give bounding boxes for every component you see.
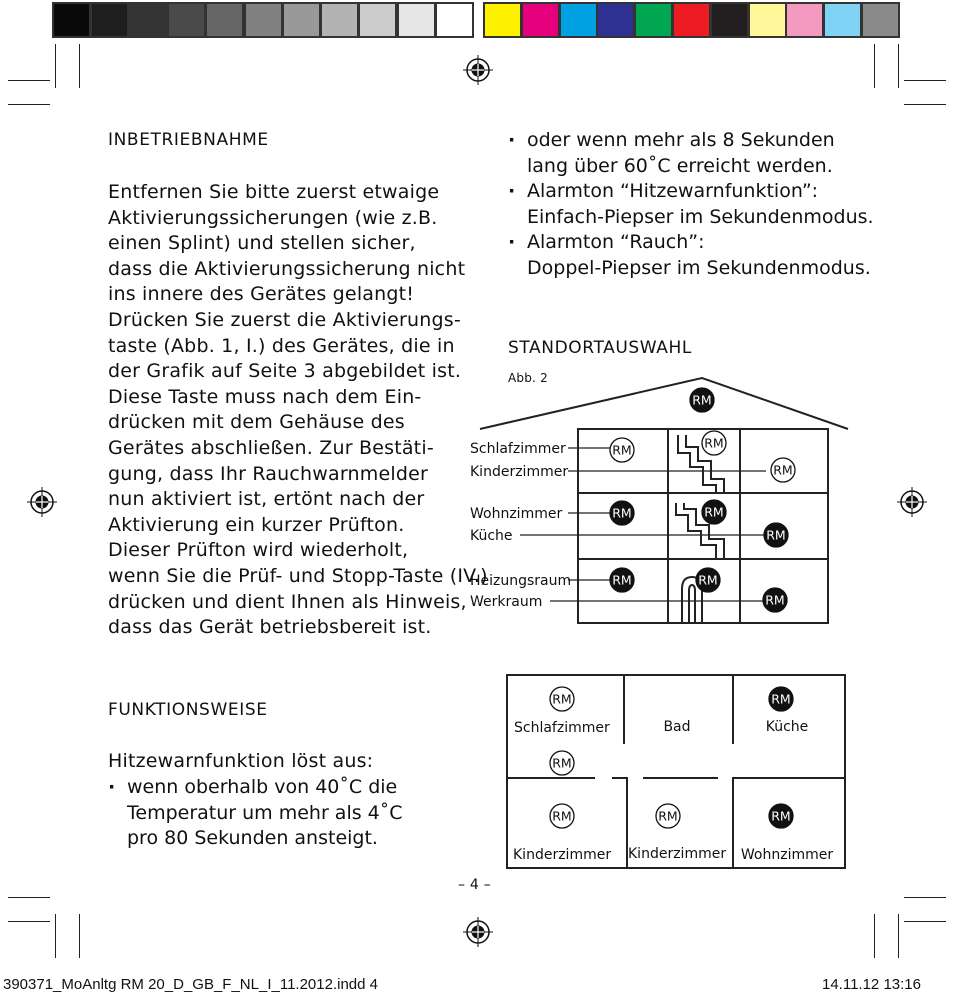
smoke-detector-marker	[550, 804, 574, 828]
color-swatch	[672, 2, 711, 38]
crop-mark	[8, 897, 50, 898]
registration-mark-bottom	[463, 917, 493, 947]
smoke-detector-marker	[610, 568, 634, 592]
gray-swatch	[205, 2, 244, 38]
smoke-detector-marker	[764, 523, 788, 547]
crop-mark	[79, 44, 80, 88]
paragraph-line: der Grafik auf Seite 3 abgebildet ist.	[108, 360, 462, 383]
room-label: Schlafzimmer	[514, 720, 610, 736]
registration-mark-left	[27, 487, 57, 517]
smoke-detector-marker	[610, 501, 634, 525]
crop-mark	[8, 921, 50, 922]
color-swatch	[823, 2, 862, 38]
smoke-detector-marker	[769, 804, 793, 828]
svg-text:RM: RM	[692, 392, 712, 408]
room-label: Wohnzimmer	[470, 506, 563, 522]
color-swatch	[634, 2, 673, 38]
gray-swatch	[244, 2, 283, 38]
bullet-line: lang über 60˚C erreicht werden.	[527, 154, 833, 177]
room-label: Heizungsraum	[470, 573, 572, 589]
bullet-line: · oder wenn mehr als 8 Sekunden	[527, 129, 835, 151]
crop-mark	[8, 80, 50, 81]
section-heading-funktionsweise: FUNKTIONSWEISE	[108, 700, 268, 720]
crop-mark	[79, 914, 80, 958]
crop-mark	[904, 897, 946, 898]
bullet-line: Temperatur um mehr als 4˚C	[127, 801, 403, 824]
crop-mark	[8, 104, 50, 105]
page-number: – 4 –	[458, 877, 491, 893]
alarm-info-list	[508, 128, 874, 282]
bullet-line: · Alarmton “Hitzewarnfunktion”:	[527, 180, 819, 203]
paragraph-line: taste (Abb. 1, I.) des Gerätes, die in	[108, 334, 455, 357]
registration-mark-top	[463, 55, 493, 85]
bullet-line: · wenn oberhalb von 40˚C die	[127, 776, 398, 798]
bullet-item	[508, 179, 874, 230]
paragraph-line: einen Splint) und stellen sicher,	[108, 232, 416, 255]
smoke-detector-marker	[696, 568, 720, 592]
room-label: Kinderzimmer	[470, 464, 569, 480]
svg-text:RM: RM	[765, 592, 785, 608]
paragraph-line: Entfernen Sie bitte zuerst etwaige	[108, 181, 440, 203]
svg-text:RM: RM	[698, 572, 718, 588]
gray-swatch	[90, 2, 129, 38]
paragraph-line: ins innere des Gerätes gelangt!	[108, 283, 415, 306]
svg-text:RM: RM	[612, 505, 632, 521]
bullet-line: pro 80 Sekunden ansteigt.	[127, 827, 378, 850]
room-label: Kinderzimmer	[513, 847, 612, 863]
house-diagram	[460, 375, 860, 630]
paragraph-line: Aktivierung ein kurzer Prüfton.	[108, 513, 405, 536]
svg-text:RM: RM	[552, 808, 572, 824]
smoke-detector-marker	[702, 431, 726, 455]
section-heading-inbetriebnahme: INBETRIEBNAHME	[108, 130, 269, 150]
paragraph-line: Gerätes abschließen. Zur Bestäti-	[108, 437, 434, 459]
gray-swatch	[358, 2, 397, 38]
room-label: Küche	[765, 719, 809, 735]
gray-swatch	[320, 2, 359, 38]
smoke-detector-marker	[550, 751, 574, 775]
color-swatch	[748, 2, 787, 38]
smoke-detector-marker	[769, 687, 793, 711]
smoke-detector-marker	[656, 804, 680, 828]
gray-swatch	[282, 2, 321, 38]
floorplan-diagram	[500, 668, 852, 874]
paragraph-line: Drücken Sie zuerst die Aktivierungs-	[108, 309, 461, 331]
crop-mark	[904, 80, 946, 81]
room-label: Bad	[663, 719, 691, 735]
heat-function-intro: Hitzewarnfunktion löst aus:	[108, 750, 374, 772]
color-swatch	[483, 2, 522, 38]
paragraph-line: Diese Taste muss nach dem Ein-	[108, 385, 422, 408]
svg-text:RM: RM	[658, 808, 678, 824]
svg-text:RM: RM	[771, 691, 791, 707]
crop-mark	[898, 44, 899, 88]
svg-text:RM: RM	[612, 442, 632, 458]
room-label: Küche	[470, 528, 513, 544]
svg-text:RM: RM	[552, 755, 572, 771]
section-heading-standortauswahl: STANDORTAUSWAHL	[508, 338, 692, 358]
bullet-item	[108, 775, 403, 852]
crop-mark	[874, 914, 875, 958]
svg-text:RM: RM	[612, 572, 632, 588]
svg-text:RM: RM	[704, 435, 724, 451]
room-label: Werkraum	[470, 594, 543, 610]
smoke-detector-marker	[550, 687, 574, 711]
room-label: Kinderzimmer	[628, 846, 727, 862]
room-label: Schlafzimmer	[470, 441, 566, 457]
paragraph-line: Dieser Prüfton wird wiederholt,	[108, 539, 409, 562]
crop-mark	[904, 921, 946, 922]
paragraph-line: gung, dass Ihr Rauchwarnmelder	[108, 462, 429, 485]
bullet-line: Einfach-Piepser im Sekundenmodus.	[527, 205, 874, 228]
heat-function-bullet-list	[108, 775, 403, 852]
paragraph-line: wenn Sie die Prüf- und Stopp-Taste (IV.)	[108, 565, 488, 587]
bullet-line: Doppel-Piepser im Sekundenmodus.	[527, 256, 871, 279]
smoke-detector-marker	[610, 438, 634, 462]
smoke-detector-marker	[702, 500, 726, 524]
paragraph-line: dass die Aktivierungssicherung nicht	[108, 257, 466, 280]
registration-mark-right	[897, 487, 927, 517]
svg-text:RM: RM	[704, 504, 724, 520]
svg-text:RM: RM	[773, 462, 793, 478]
svg-text:RM: RM	[766, 527, 786, 543]
smoke-detector-marker	[763, 588, 787, 612]
gray-swatch	[129, 2, 168, 38]
svg-text:RM: RM	[771, 808, 791, 824]
paragraph-line: dass das Gerät betriebsbereit ist.	[108, 616, 432, 639]
paragraph-line: drücken mit dem Gehäuse des	[108, 411, 405, 434]
crop-mark	[55, 914, 56, 958]
smoke-detector-marker	[771, 458, 795, 482]
crop-mark	[55, 44, 56, 88]
bullet-item	[508, 230, 874, 281]
color-swatch	[521, 2, 560, 38]
footer-timestamp: 14.11.12 13:16	[822, 976, 921, 993]
smoke-detector-marker	[690, 388, 714, 412]
paragraph-line: drücken und dient Ihnen als Hinweis,	[108, 590, 467, 613]
svg-text:RM: RM	[552, 691, 572, 707]
gray-swatch	[397, 2, 436, 38]
gray-swatch	[167, 2, 206, 38]
crop-mark	[904, 104, 946, 105]
crop-mark	[874, 44, 875, 88]
paragraph-line: Aktivierungssicherungen (wie z.B.	[108, 206, 438, 229]
gray-swatch	[52, 2, 91, 38]
crop-mark	[898, 914, 899, 958]
room-label: Wohnzimmer	[740, 847, 834, 863]
footer-filename: 390371_MoAnltg RM 20_D_GB_F_NL_I_11.2012.indd 4	[3, 976, 378, 993]
bullet-line: · Alarmton “Rauch”:	[527, 231, 705, 254]
bullet-item	[508, 128, 874, 179]
color-swatch	[785, 2, 824, 38]
paragraph-line: nun aktiviert ist, ertönt nach der	[108, 488, 425, 511]
gray-swatch	[435, 2, 474, 38]
color-swatch	[861, 2, 900, 38]
color-swatch	[710, 2, 749, 38]
figure-label: Abb. 2	[508, 371, 548, 385]
color-swatch	[559, 2, 598, 38]
color-swatch	[596, 2, 635, 38]
